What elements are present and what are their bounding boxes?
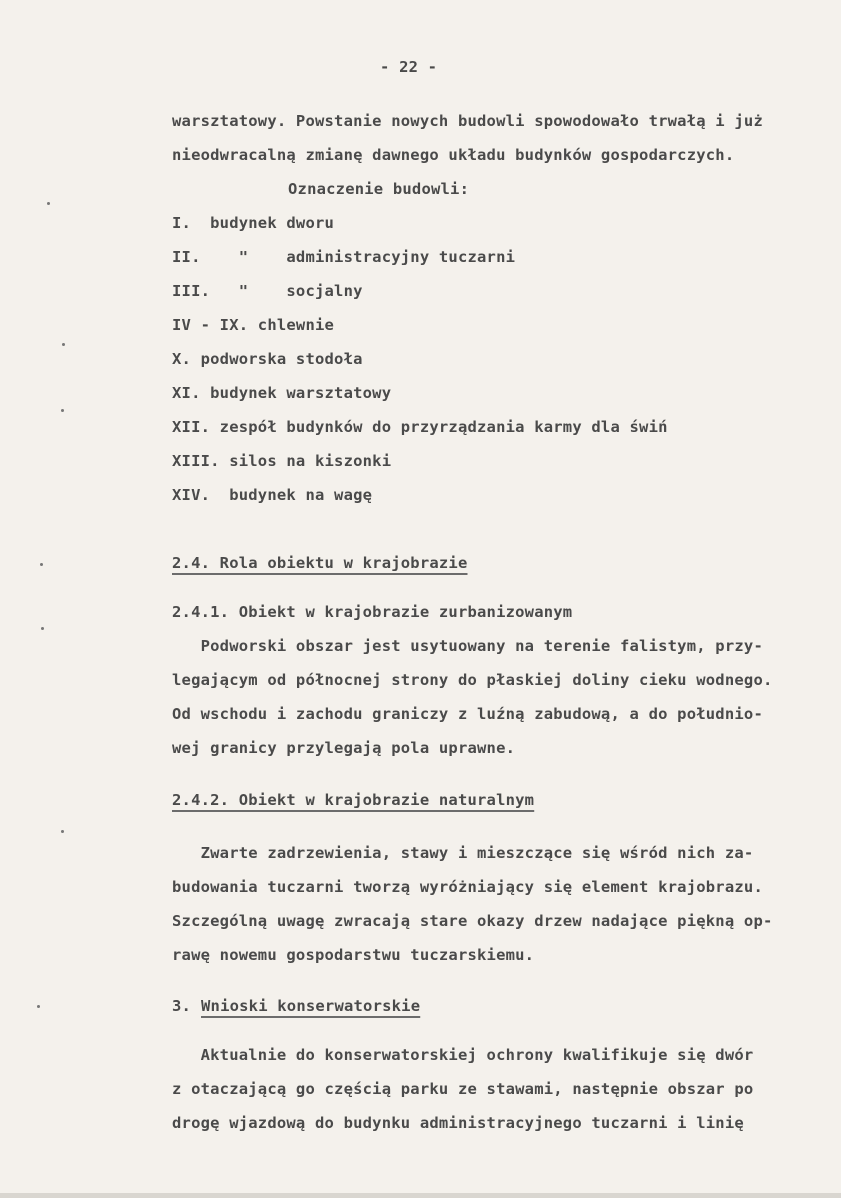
legend-item: IV - IX. chlewnie (172, 316, 335, 334)
paragraph-line: drogę wjazdową do budynku administracyjnego tuczarni i linię (172, 1114, 744, 1132)
legend-item: XII. zespół budynków do przyrządzania karmy dla świń (172, 418, 668, 436)
section-heading-2-4-2: 2.4.2. Obiekt w krajobrazie naturalnym (172, 791, 535, 809)
paragraph-line: legającym od północnej strony do płaskiej doliny cieku wodnego. (172, 671, 773, 689)
section-heading-2-4: 2.4. Rola obiektu w krajobrazie (172, 554, 468, 572)
paragraph-line: Aktualnie do konserwatorskiej ochrony kwalifikuje się dwór (172, 1046, 754, 1064)
margin-mark (41, 627, 44, 630)
legend-item: III. " socjalny (172, 282, 363, 300)
paragraph-line: z otaczającą go częścią parku ze stawami, następnie obszar po (172, 1080, 754, 1098)
legend-item: XIII. silos na kiszonki (172, 452, 392, 470)
margin-mark (62, 343, 65, 346)
margin-mark (61, 830, 64, 833)
section-number-3: 3. (172, 997, 192, 1015)
paragraph-line: wej granicy przylegają pola uprawne. (172, 739, 516, 757)
legend-item: X. podworska stodoła (172, 350, 363, 368)
paragraph-line: budowania tuczarni tworzą wyróżniający się element krajobrazu. (172, 878, 763, 896)
margin-mark (40, 563, 43, 566)
paragraph-line: nieodwracalną zmianę dawnego układu budynków gospodarczych. (172, 146, 735, 164)
margin-mark (61, 409, 64, 412)
paragraph-line: warsztatowy. Powstanie nowych budowli spowodowało trwałą i już (172, 112, 763, 130)
legend-heading: Oznaczenie budowli: (288, 180, 470, 198)
paragraph-line: Szczególną uwagę zwracają stare okazy drzew nadające piękną op- (172, 912, 773, 930)
legend-item: II. " administracyjny tuczarni (172, 248, 516, 266)
margin-mark (47, 202, 50, 205)
margin-mark (37, 1005, 40, 1008)
paragraph-line: Podworski obszar jest usytuowany na terenie falistym, przy- (172, 637, 763, 655)
paragraph-line: rawę nowemu gospodarstwu tuczarskiemu. (172, 946, 535, 964)
page-number: - 22 - (380, 58, 438, 76)
legend-item: I. budynek dworu (172, 214, 335, 232)
paragraph-line: Od wschodu i zachodu graniczy z luźną zabudową, a do południo- (172, 705, 763, 723)
page-edge (0, 1193, 841, 1198)
paragraph-line: Zwarte zadrzewienia, stawy i mieszczące się wśród nich za- (172, 844, 754, 862)
section-heading-3: Wnioski konserwatorskie (201, 997, 421, 1015)
legend-item: XIV. budynek na wagę (172, 486, 373, 504)
section-heading-2-4-1: 2.4.1. Obiekt w krajobrazie zurbanizowanym (172, 603, 573, 621)
legend-item: XI. budynek warsztatowy (172, 384, 392, 402)
